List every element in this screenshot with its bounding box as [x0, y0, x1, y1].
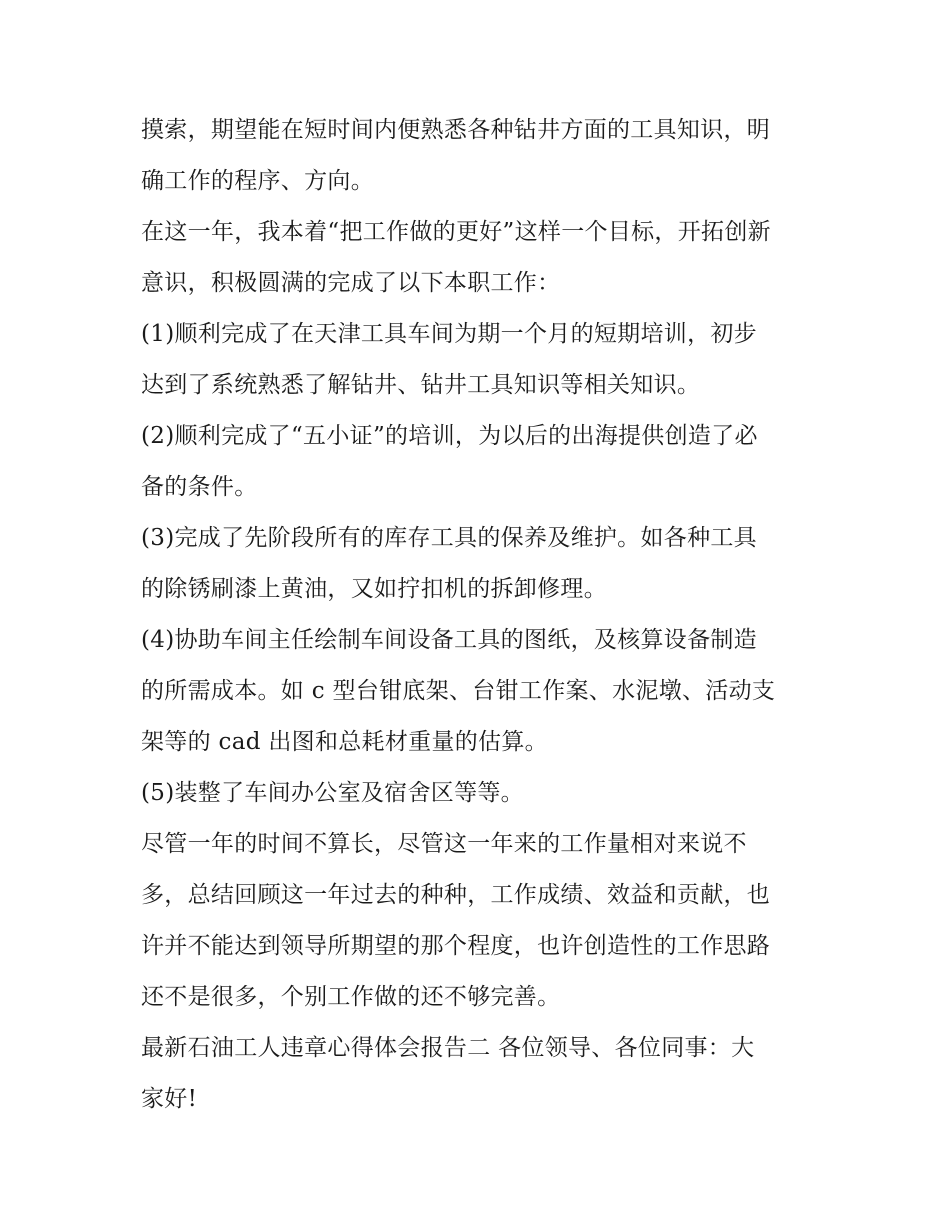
text-line: (1)顺利完成了在天津工具车间为期一个月的短期培训，初步 — [141, 321, 757, 347]
text-line: 架等的 cad 出图和总耗材重量的估算。 — [141, 729, 548, 755]
text-line: 最新石油工人违章心得体会报告二 各位领导、各位同事：大 — [141, 1035, 755, 1061]
text-line: 许并不能达到领导所期望的那个程度，也许创造性的工作思路 — [141, 933, 771, 959]
text-line: 尽管一年的时间不算长，尽管这一年来的工作量相对来说不 — [141, 831, 747, 857]
text-line: 确工作的程序、方向。 — [141, 168, 374, 194]
text-line: (3)完成了先阶段所有的库存工具的保养及维护。如各种工具 — [141, 525, 757, 551]
text-line: 的所需成本。如 c 型台钳底架、台钳工作案、水泥墩、活动支 — [141, 678, 776, 704]
text-line: 家好! — [141, 1086, 198, 1112]
text-line: (5)装整了车间办公室及宿舍区等等。 — [141, 780, 524, 806]
text-line: (2)顺利完成了“五小证”的培训，为以后的出海提供创造了必 — [141, 423, 758, 449]
text-line: 意识，积极圆满的完成了以下本职工作： — [141, 270, 561, 296]
text-line: 多，总结回顾这一年过去的种种，工作成绩、效益和贡献，也 — [141, 882, 771, 908]
text-line: 摸索，期望能在短时间内便熟悉各种钻井方面的工具知识，明 — [141, 117, 771, 143]
text-line: 还不是很多，个别工作做的还不够完善。 — [141, 984, 561, 1010]
text-line: 的除锈刷漆上黄油，又如拧扣机的拆卸修理。 — [141, 576, 607, 602]
text-line: 达到了系统熟悉了解钻井、钻井工具知识等相关知识。 — [141, 372, 701, 398]
text-line: (4)协助车间主任绘制车间设备工具的图纸，及核算设备制造 — [141, 627, 757, 653]
document-body — [141, 105, 813, 1125]
text-line: 备的条件。 — [141, 474, 258, 500]
text-line: 在这一年，我本着“把工作做的更好”这样一个目标，开拓创新 — [141, 219, 771, 245]
